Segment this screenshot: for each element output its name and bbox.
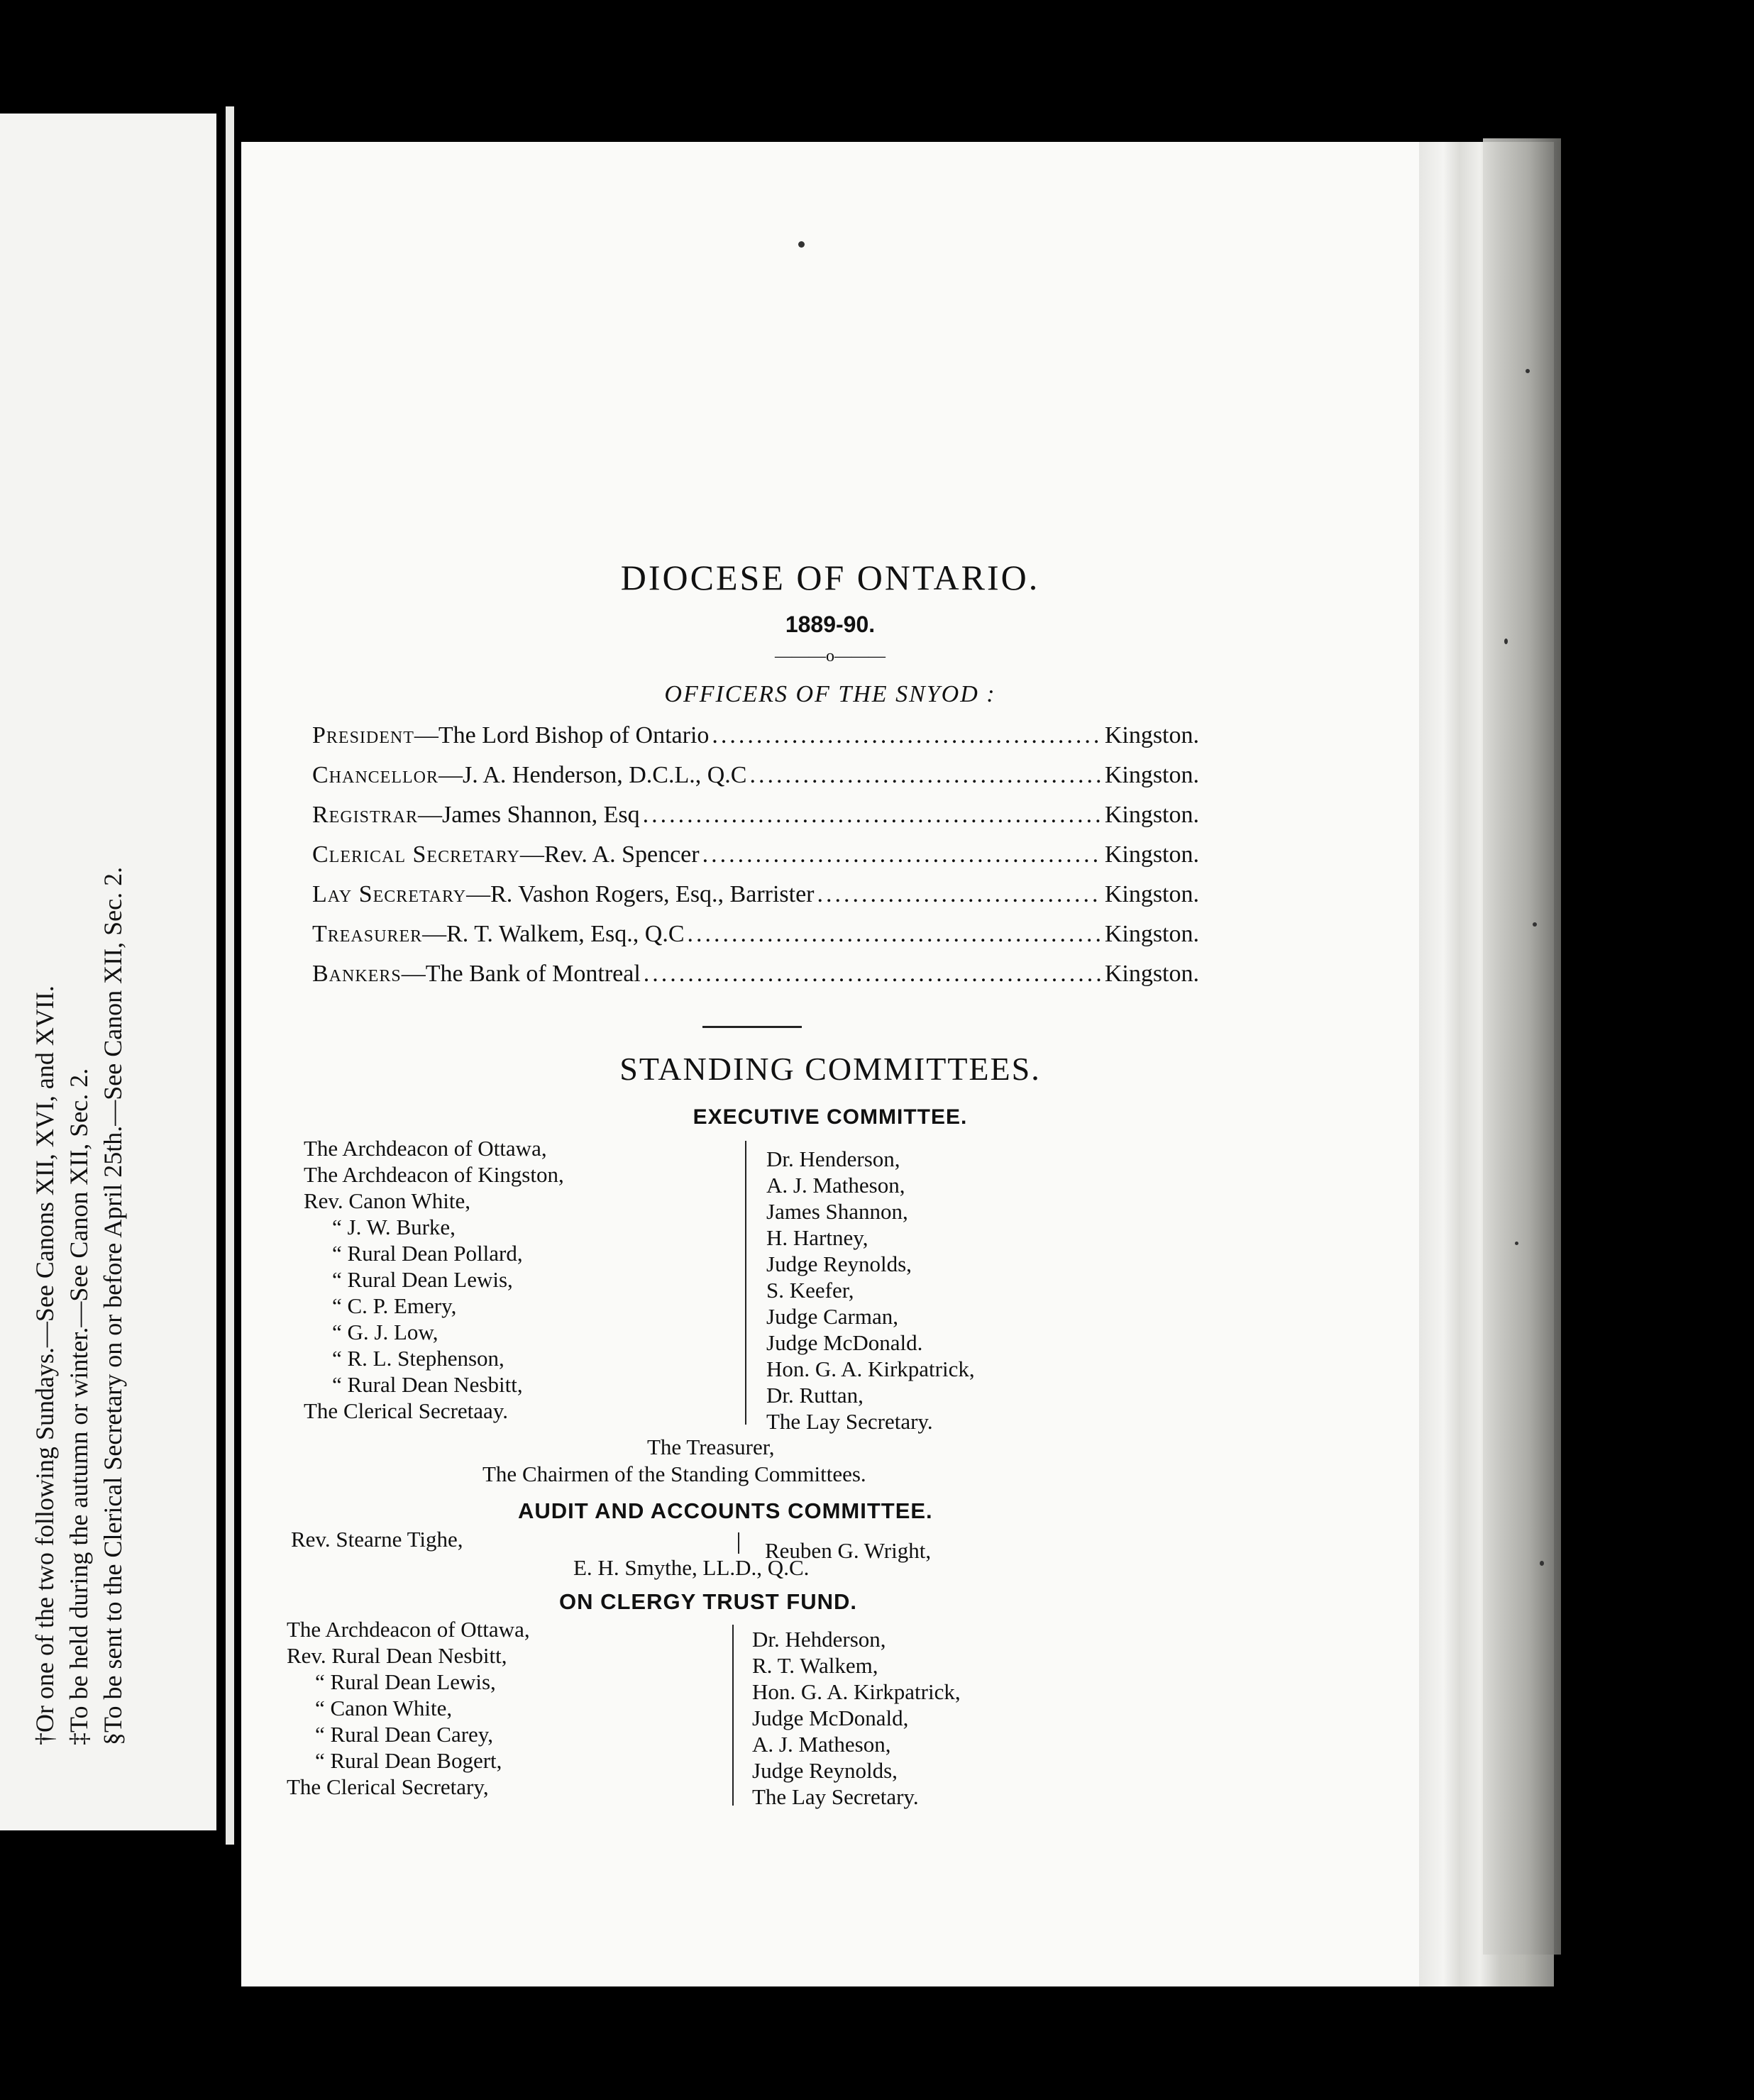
executive-footer-line: The Chairmen of the Standing Committees. bbox=[482, 1461, 866, 1486]
officer-row bbox=[312, 921, 1199, 948]
footnote-line: §To be sent to the Clerical Secretary on or before April 25th.—See Canon XII, Sec. 2. bbox=[99, 866, 127, 1745]
member-name: A. J. Matheson, bbox=[766, 1173, 905, 1198]
officer-name: —R. Vashon Rogers, Esq., Barrister bbox=[466, 881, 815, 907]
member-name: The Lay Secretary. bbox=[766, 1409, 933, 1434]
member-name: The Lay Secretary. bbox=[752, 1784, 919, 1809]
page-title: DIOCESE OF ONTARIO. bbox=[620, 558, 1040, 597]
officer-name: —Rev. A. Spencer bbox=[519, 841, 700, 868]
member-name: Dr. Hehderson, bbox=[752, 1627, 886, 1652]
officer-row bbox=[312, 961, 1199, 988]
officer-role: Chancellor bbox=[312, 762, 439, 788]
member-name: Rev. Canon White, bbox=[304, 1188, 471, 1213]
member-name: Hon. G. A. Kirkpatrick, bbox=[752, 1679, 961, 1704]
officer-role: President bbox=[312, 722, 414, 748]
officer-name: —James Shannon, Esq bbox=[418, 802, 640, 828]
audit-member: Rev. Stearne Tighe, bbox=[291, 1527, 463, 1552]
member-name: A. J. Matheson, bbox=[752, 1732, 891, 1757]
clergy-right-column bbox=[752, 1626, 961, 1810]
officer-place: Kingston. bbox=[1104, 762, 1199, 788]
ink-speck bbox=[1504, 639, 1508, 644]
officer-place: Kingston. bbox=[1104, 921, 1199, 947]
member-name: “ Rural Dean Lewis, bbox=[332, 1267, 513, 1292]
facing-page-edge bbox=[226, 106, 234, 1845]
officer-row bbox=[312, 802, 1199, 829]
member-name: “ Rural Dean Nesbitt, bbox=[332, 1372, 523, 1397]
member-name: H. Hartney, bbox=[766, 1225, 868, 1250]
footnote-line: ‡To be held during the autumn or winter.—See Canon XII, Sec. 2. bbox=[65, 1068, 93, 1745]
officer-place: Kingston. bbox=[1104, 881, 1199, 907]
member-name: Judge Reynolds, bbox=[766, 1251, 912, 1276]
officers-subtitle: OFFICERS OF THE SNYOD : bbox=[664, 681, 996, 707]
executive-right-column bbox=[766, 1146, 975, 1435]
member-name: The Archdeacon of Ottawa, bbox=[287, 1617, 530, 1642]
leader-dots bbox=[702, 841, 1102, 868]
officer-name: —R. T. Walkem, Esq., Q.C bbox=[422, 921, 685, 947]
officer-place: Kingston. bbox=[1104, 722, 1199, 748]
audit-committee-heading: AUDIT AND ACCOUNTS COMMITTEE. bbox=[518, 1498, 933, 1523]
clergy-left-column bbox=[287, 1616, 530, 1800]
year: 1889-90. bbox=[785, 612, 876, 637]
ink-speck bbox=[1515, 1242, 1518, 1245]
member-name: “ Rural Dean Lewis, bbox=[315, 1669, 496, 1694]
divider-rule bbox=[702, 1026, 802, 1028]
clergy-trust-fund-heading: ON CLERGY TRUST FUND. bbox=[559, 1589, 857, 1614]
ink-speck bbox=[1526, 369, 1530, 373]
officer-role: Lay Secretary bbox=[312, 881, 467, 907]
officer-role: Treasurer bbox=[312, 921, 423, 947]
officer-place: Kingston. bbox=[1104, 961, 1199, 987]
officer-place: Kingston. bbox=[1104, 802, 1199, 828]
officer-name: —J. A. Henderson, D.C.L., Q.C bbox=[438, 762, 747, 788]
member-name: “ J. W. Burke, bbox=[332, 1215, 456, 1239]
executive-left-column bbox=[304, 1135, 564, 1424]
member-name: Judge McDonald. bbox=[766, 1330, 923, 1355]
standing-committees-heading: STANDING COMMITTEES. bbox=[619, 1051, 1041, 1087]
officer-role: Clerical Secretary bbox=[312, 841, 520, 868]
leader-dots bbox=[644, 961, 1102, 988]
column-divider bbox=[732, 1625, 734, 1806]
leader-dots bbox=[712, 722, 1101, 749]
member-name: “ Rural Dean Carey, bbox=[315, 1722, 494, 1747]
member-name: James Shannon, bbox=[766, 1199, 908, 1224]
member-name: The Clerical Secretaay. bbox=[304, 1398, 509, 1423]
member-name: The Archdeacon of Ottawa, bbox=[304, 1136, 547, 1161]
leader-dots bbox=[817, 881, 1102, 908]
footnote-line: †Or one of the two following Sundays.—See Canons XII, XVI, and XVII. bbox=[31, 985, 59, 1745]
book-page-edges-shadow bbox=[1483, 138, 1561, 1955]
member-name: Judge Reynolds, bbox=[752, 1758, 898, 1783]
executive-committee-heading: EXECUTIVE COMMITTEE. bbox=[693, 1105, 968, 1129]
ink-speck bbox=[798, 241, 805, 248]
officer-row bbox=[312, 841, 1199, 868]
leader-dots bbox=[749, 762, 1101, 789]
executive-footer-line: The Treasurer, bbox=[647, 1435, 775, 1459]
officer-row bbox=[312, 762, 1199, 789]
member-name: Judge Carman, bbox=[766, 1304, 898, 1329]
column-divider bbox=[738, 1532, 739, 1554]
audit-member: Reuben G. Wright, bbox=[765, 1538, 932, 1563]
member-name: Rev. Rural Dean Nesbitt, bbox=[287, 1643, 507, 1668]
ornament-rule: ———o——— bbox=[775, 647, 886, 665]
officer-role: Bankers bbox=[312, 961, 402, 987]
member-name: “ Canon White, bbox=[315, 1696, 453, 1720]
ink-speck bbox=[1540, 1561, 1544, 1566]
leader-dots bbox=[688, 921, 1102, 948]
member-name: S. Keefer, bbox=[766, 1278, 854, 1303]
member-name: The Clerical Secretary, bbox=[287, 1774, 489, 1799]
member-name: “ G. J. Low, bbox=[332, 1320, 438, 1344]
officer-place: Kingston. bbox=[1104, 841, 1199, 868]
member-name: “ R. L. Stephenson, bbox=[332, 1346, 504, 1371]
ink-speck bbox=[1533, 922, 1537, 927]
officer-row bbox=[312, 881, 1199, 908]
member-name: “ Rural Dean Pollard, bbox=[332, 1241, 523, 1266]
officer-role: Registrar bbox=[312, 802, 419, 828]
column-divider bbox=[745, 1141, 746, 1425]
member-name: “ C. P. Emery, bbox=[332, 1293, 457, 1318]
member-name: Dr. Henderson, bbox=[766, 1146, 900, 1171]
officer-row bbox=[312, 722, 1199, 749]
officer-name: —The Bank of Montreal bbox=[401, 961, 641, 987]
member-name: The Archdeacon of Kingston, bbox=[304, 1162, 564, 1187]
member-name: Judge McDonald, bbox=[752, 1706, 909, 1730]
member-name: “ Rural Dean Bogert, bbox=[315, 1748, 502, 1773]
member-name: R. T. Walkem, bbox=[752, 1653, 878, 1678]
member-name: Hon. G. A. Kirkpatrick, bbox=[766, 1356, 975, 1381]
leader-dots bbox=[643, 802, 1102, 829]
officer-name: —The Lord Bishop of Ontario bbox=[414, 722, 710, 748]
audit-member: E. H. Smythe, LL.D., Q.C. bbox=[573, 1555, 810, 1580]
member-name: Dr. Ruttan, bbox=[766, 1383, 864, 1408]
